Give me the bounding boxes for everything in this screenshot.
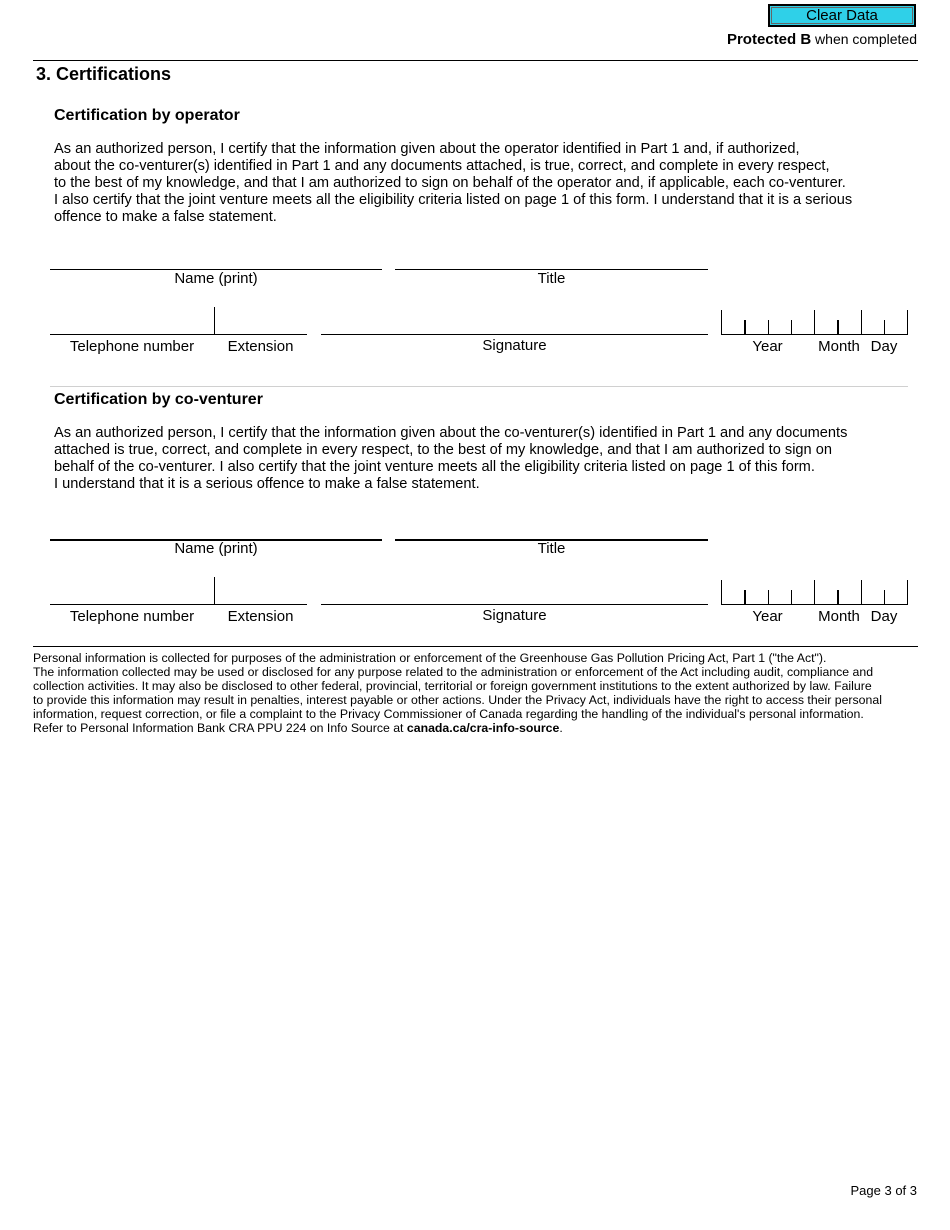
operator-year-label: Year [752, 338, 783, 355]
privacy-line: information, request correction, or file a complaint to the Privacy Commissioner of Canada regarding the handling of the individual's personal information. [33, 707, 864, 721]
header-rule [33, 60, 918, 61]
date-tick [861, 310, 862, 334]
date-tick [744, 320, 746, 334]
operator-name-label: Name (print) [174, 270, 258, 287]
operator-telephone-label: Telephone number [69, 338, 195, 355]
date-tick [884, 590, 885, 604]
operator-extension-field[interactable] [214, 334, 307, 335]
date-baseline [721, 334, 908, 335]
operator-day-label: Day [870, 338, 898, 355]
privacy-line-prefix: Refer to Personal Information Bank CRA PPU 224 on Info Source at [33, 721, 407, 735]
date-tick [791, 590, 792, 604]
operator-cert-title: Certification by operator [54, 107, 240, 124]
operator-telephone-field[interactable] [50, 334, 214, 335]
privacy-line: to provide this information may result in penalties, interest payable or other actions. Under the Privacy Act, individuals have the right to access their personal [33, 693, 882, 707]
date-tick [837, 590, 839, 604]
coventurer-text-line: As an authorized person, I certify that the information given about the co-venturer(s) identified in Part 1 and any documents [54, 425, 848, 441]
link-domain: canada.ca [406, 721, 467, 735]
operator-cert-text [54, 141, 914, 226]
date-tick [814, 580, 815, 604]
coventurer-cert-title: Certification by co-venturer [54, 391, 263, 408]
privacy-line: The information collected may be used or disclosed for any purpose related to the administration or enforcement of the Act including audit, compliance and [33, 665, 874, 679]
date-tick [768, 320, 769, 334]
coventurer-text-line: behalf of the co-venturer. I also certify that the joint venture meets all the eligibility criteria listed on page 1 of this form. [54, 459, 815, 475]
section-separator [50, 386, 908, 387]
coventurer-extension-label: Extension [227, 608, 294, 625]
coventurer-cert-text [54, 425, 914, 493]
coventurer-title-label: Title [537, 540, 566, 557]
coventurer-signature-field[interactable] [321, 604, 708, 605]
date-tick [744, 590, 746, 604]
operator-signature-field[interactable] [321, 334, 708, 335]
date-tick [907, 310, 908, 334]
coventurer-date-field[interactable] [721, 580, 909, 605]
date-tick [837, 320, 839, 334]
operator-text-line: about the co-venturer(s) identified in Part 1 and any documents attached, is true, correct, and complete in every respect, [54, 158, 830, 174]
date-tick [814, 310, 815, 334]
operator-text-line: I also certify that the joint venture meets all the eligibility criteria listed on page 1 of this form. I understand that it is a serious [54, 192, 853, 208]
privacy-line: collection activities. It may also be disclosed to other federal, provincial, territorial or foreign government institutions to the extent authorized by law. Failure [33, 679, 872, 693]
privacy-notice [33, 651, 882, 735]
coventurer-extension-field[interactable] [214, 604, 307, 605]
coventurer-text-line: attached is true, correct, and complete in every respect, to the best of my knowledge, and that I am authorized to sign on [54, 442, 832, 458]
date-tick [768, 590, 769, 604]
footer-rule [33, 646, 918, 647]
protected-label: Protected B [726, 31, 812, 48]
coventurer-telephone-field[interactable] [50, 604, 214, 605]
privacy-line [33, 721, 882, 735]
coventurer-signature-label: Signature [482, 607, 547, 624]
phone-divider [214, 307, 215, 334]
operator-title-label: Title [537, 270, 566, 287]
protected-suffix: when completed [811, 31, 917, 47]
page-number: Page 3 of 3 [850, 1183, 917, 1198]
date-tick [791, 320, 792, 334]
date-tick [884, 320, 885, 334]
coventurer-text-line: I understand that it is a serious offence to make a false statement. [54, 476, 480, 492]
operator-signature-label: Signature [482, 337, 547, 354]
date-tick [721, 310, 722, 334]
section-title: 3. Certifications [36, 64, 172, 84]
coventurer-month-label: Month [818, 608, 860, 625]
coventurer-year-label: Year [752, 608, 783, 625]
date-tick [721, 580, 722, 604]
date-baseline [721, 604, 908, 605]
privacy-line-suffix: . [559, 721, 563, 735]
info-source-link[interactable] [407, 721, 559, 735]
operator-text-line: As an authorized person, I certify that the information given about the operator identified in Part 1 and, if authorized, [54, 141, 800, 157]
phone-divider [214, 577, 215, 604]
operator-extension-label: Extension [227, 338, 294, 355]
coventurer-telephone-label: Telephone number [69, 608, 195, 625]
coventurer-day-label: Day [870, 608, 898, 625]
link-separator: / [466, 721, 470, 735]
date-tick [907, 580, 908, 604]
operator-month-label: Month [818, 338, 860, 355]
operator-date-field[interactable] [721, 310, 909, 335]
clear-data-button[interactable]: Clear Data [768, 4, 916, 27]
date-tick [861, 580, 862, 604]
operator-text-line: offence to make a false statement. [54, 209, 277, 225]
protected-b-notice [727, 31, 917, 48]
link-path: cra-info-source [469, 721, 560, 735]
privacy-line: Personal information is collected for purposes of the administration or enforcement of the Greenhouse Gas Pollution Pricing Act, Part 1 ("the Act"). [33, 651, 827, 665]
coventurer-name-label: Name (print) [174, 540, 258, 557]
operator-text-line: to the best of my knowledge, and that I am authorized to sign on behalf of the operator and, if applicable, each co-venturer. [54, 175, 846, 191]
